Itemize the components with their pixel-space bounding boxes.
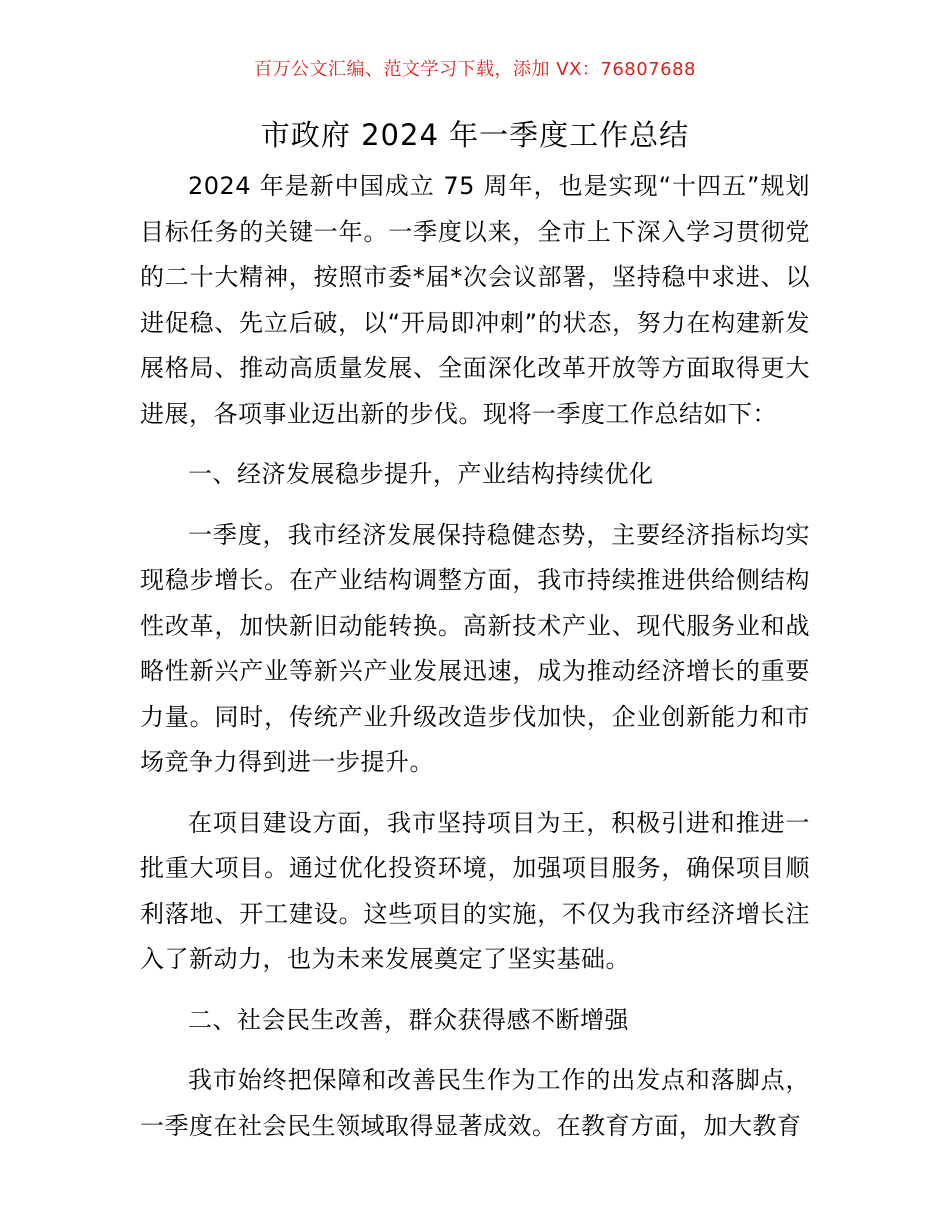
header-promo-note: 百万公文汇编、范文学习下载，添加 VX：76807688 [254, 59, 696, 80]
economy-paragraph-1: 一季度，我市经济发展保持稳健态势，主要经济指标均实现稳步增长。在产业结构调整方面，我市持续推进供给侧结构性改革，加快新旧动能转换。高新技术产业、现代服务业和战略性新兴产业等新兴产业发展迅速，成为推动经济增长的重要力量。同时，传统产业升级改造步伐加快，企业创新能力和市场竞争力得到进一步提升。 [140, 520, 810, 776]
section-heading-economy: 一、经济发展稳步提升，产业结构持续优化 [188, 460, 654, 488]
document-body [140, 164, 810, 1164]
intro-paragraph: 2024 年是新中国成立 75 周年，也是实现“十四五”规划目标任务的关键一年。一季度以来，全市上下深入学习贯彻党的二十大精神，按照市委*届*次会议部署，坚持稳中求进、以进促稳、先立后破，以“开局即冲刺”的状态，努力在构建新发展格局、推动高质量发展、全面深化改革开放等方面取得更大进展，各项事业迈出新的步伐。现将一季度工作总结如下： [140, 172, 810, 428]
livelihood-paragraph-1: 我市始终把保障和改善民生作为工作的出发点和落脚点，一季度在社会民生领域取得显著成效。在教育方面，加大教育 [140, 1066, 810, 1140]
section-heading-livelihood: 二、社会民生改善，群众获得感不断增强 [188, 1005, 629, 1034]
economy-paragraph-2: 在项目建设方面，我市坚持项目为王，积极引进和推进一批重大项目。通过优化投资环境，加强项目服务，确保项目顺利落地、开工建设。这些项目的实施，不仅为我市经济增长注入了新动力，也为未来发展奠定了坚实基础。 [140, 808, 810, 973]
document-title: 市政府 2024 年一季度工作总结 [260, 118, 690, 152]
